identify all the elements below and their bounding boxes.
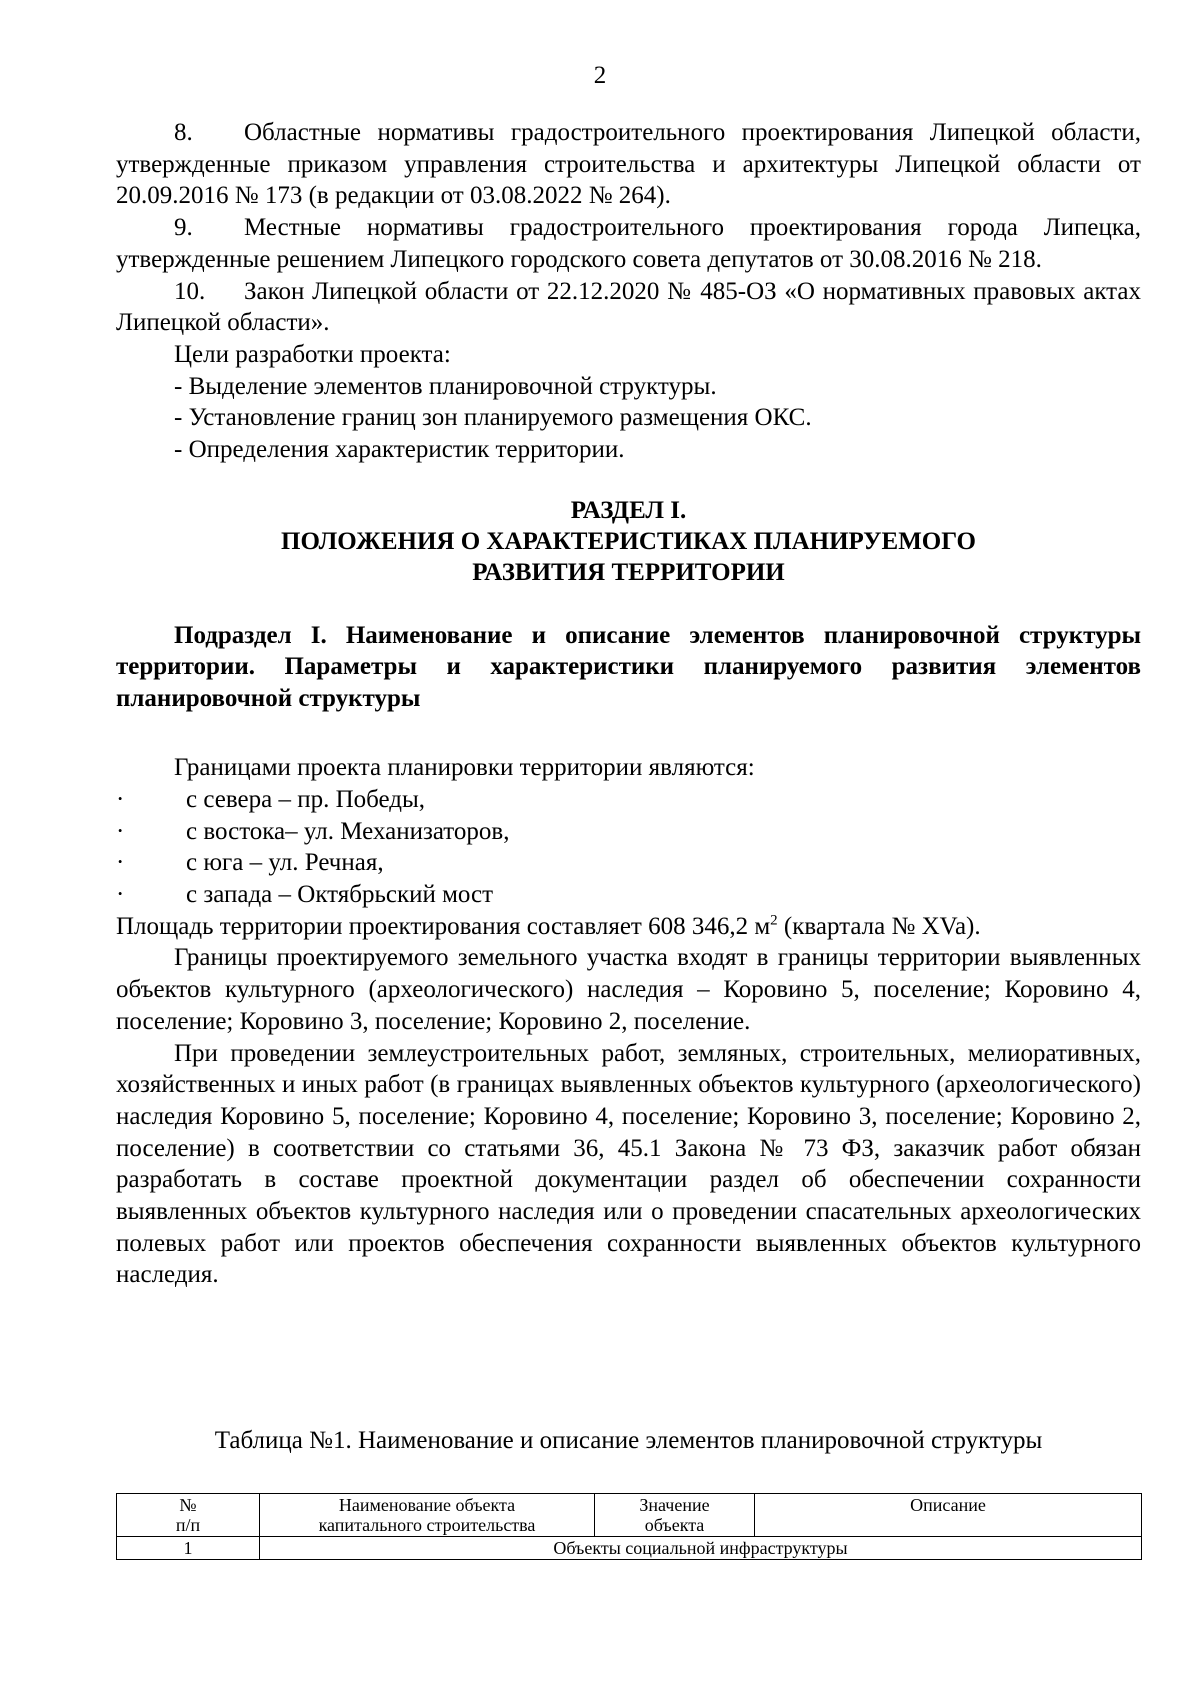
bullet-dot: · [116, 817, 125, 845]
section-subtitle: РАЗВИТИЯ ТЕРРИТОРИИ [472, 558, 785, 586]
border-text: с востока– ул. Механизаторов, [186, 817, 510, 845]
area-unit-exponent: 2 [770, 912, 778, 929]
border-text: с севера – пр. Победы, [186, 785, 426, 813]
goals-title: Цели разработки проекта: [174, 340, 451, 368]
border-item [116, 784, 1141, 816]
border-text: с запада – Октябрьский мост [186, 881, 494, 909]
item-text: Закон Липецкой области от 22.12.2020 № 485-ОЗ «О нормативных правовых актах Липецкой области». [116, 277, 1141, 337]
list-item [116, 212, 1141, 275]
goal-item: - Выделение элементов планировочной структуры. [174, 372, 717, 400]
border-item [116, 879, 1141, 911]
heritage-paragraph: Границы проектируемого земельного участка входят в границы территории выявленных объектов культурного (археологического) наследия – Коровино 5, поселение; Коровино 4, поселение; Коровино 3, поселение; Коровино 2, поселение. [116, 944, 1141, 1035]
item-text: Областные нормативы градостроительного проектирования Липецкой области, утвержденные приказом управления строительства и архитектуры Липецкой области от 20.09.2016 № 173 (в редакции от 03.08.2022 № 264). [116, 119, 1141, 210]
borders-intro: Границами проекта планировки территории являются: [174, 754, 755, 782]
item-number: 10. [174, 277, 206, 305]
bullet-dot: · [116, 785, 125, 813]
border-item [116, 847, 1141, 879]
header-name: Наименование объекта капитального строительства [260, 1494, 595, 1537]
border-text: с юга – ул. Речная, [186, 849, 384, 877]
bullet-dot: · [116, 849, 125, 877]
row-num: 1 [117, 1537, 260, 1560]
table-row [117, 1537, 1142, 1560]
section-title: РАЗДЕЛ I. [570, 496, 687, 524]
elements-table [116, 1493, 1142, 1560]
row-group: Объекты социальной инфраструктуры [260, 1537, 1142, 1560]
list-item [116, 276, 1141, 339]
item-number: 9. [174, 214, 193, 242]
document-body [116, 117, 1141, 1291]
table-caption: Таблица №1. Наименование и описание элементов планировочной структуры [214, 1427, 1043, 1454]
area-tail: (квартала № XVa). [777, 912, 981, 940]
subsection-title: Подраздел I. Наименование и описание элементов планировочной структуры территории. Параметры и характеристики планируемого развития элементов планировочной структуры [116, 621, 1141, 712]
header-num: № п/п [117, 1494, 260, 1537]
border-item [116, 816, 1141, 848]
list-item [116, 117, 1141, 212]
goal-item: - Установление границ зон планируемого размещения ОКС. [174, 404, 812, 432]
page-number: 2 [593, 62, 607, 89]
item-number: 8. [174, 119, 193, 146]
bullet-dot: · [116, 881, 125, 909]
item-text: Местные нормативы градостроительного проектирования города Липецка, утвержденные решением Липецкого городского совета депутатов от 30.08.2016 № 218. [116, 214, 1141, 273]
area-paragraph [116, 911, 1141, 943]
area-text: Площадь территории проектирования составляет 608 346,2 м [116, 912, 771, 940]
header-value: Значение объекта [595, 1494, 755, 1537]
goal-item: - Определения характеристик территории. [174, 436, 625, 464]
works-paragraph: При проведении землеустроительных работ, земляных, строительных, мелиоративных, хозяйственных и иных работ (в границах выявленных объектов культурного (археологического) наследия Коровино 5, поселение; Коровино 4, поселение; Коровино 3, поселение; Коровино 2, поселение) в соответствии со статьями 36, 45.1 Закона № 73 ФЗ, заказчик работ обязан разработать в составе проектной документации раздел об обеспечении сохранности выявленных объектов культурного наследия или о проведении спасательных археологических полевых работ или проектов обеспечения сохранности выявленных объектов культурного наследия. [116, 1039, 1141, 1289]
table-header-row [117, 1494, 1142, 1537]
header-desc: Описание [755, 1494, 1142, 1537]
section-subtitle: ПОЛОЖЕНИЯ О ХАРАКТЕРИСТИКАХ ПЛАНИРУЕМОГО [281, 527, 976, 555]
